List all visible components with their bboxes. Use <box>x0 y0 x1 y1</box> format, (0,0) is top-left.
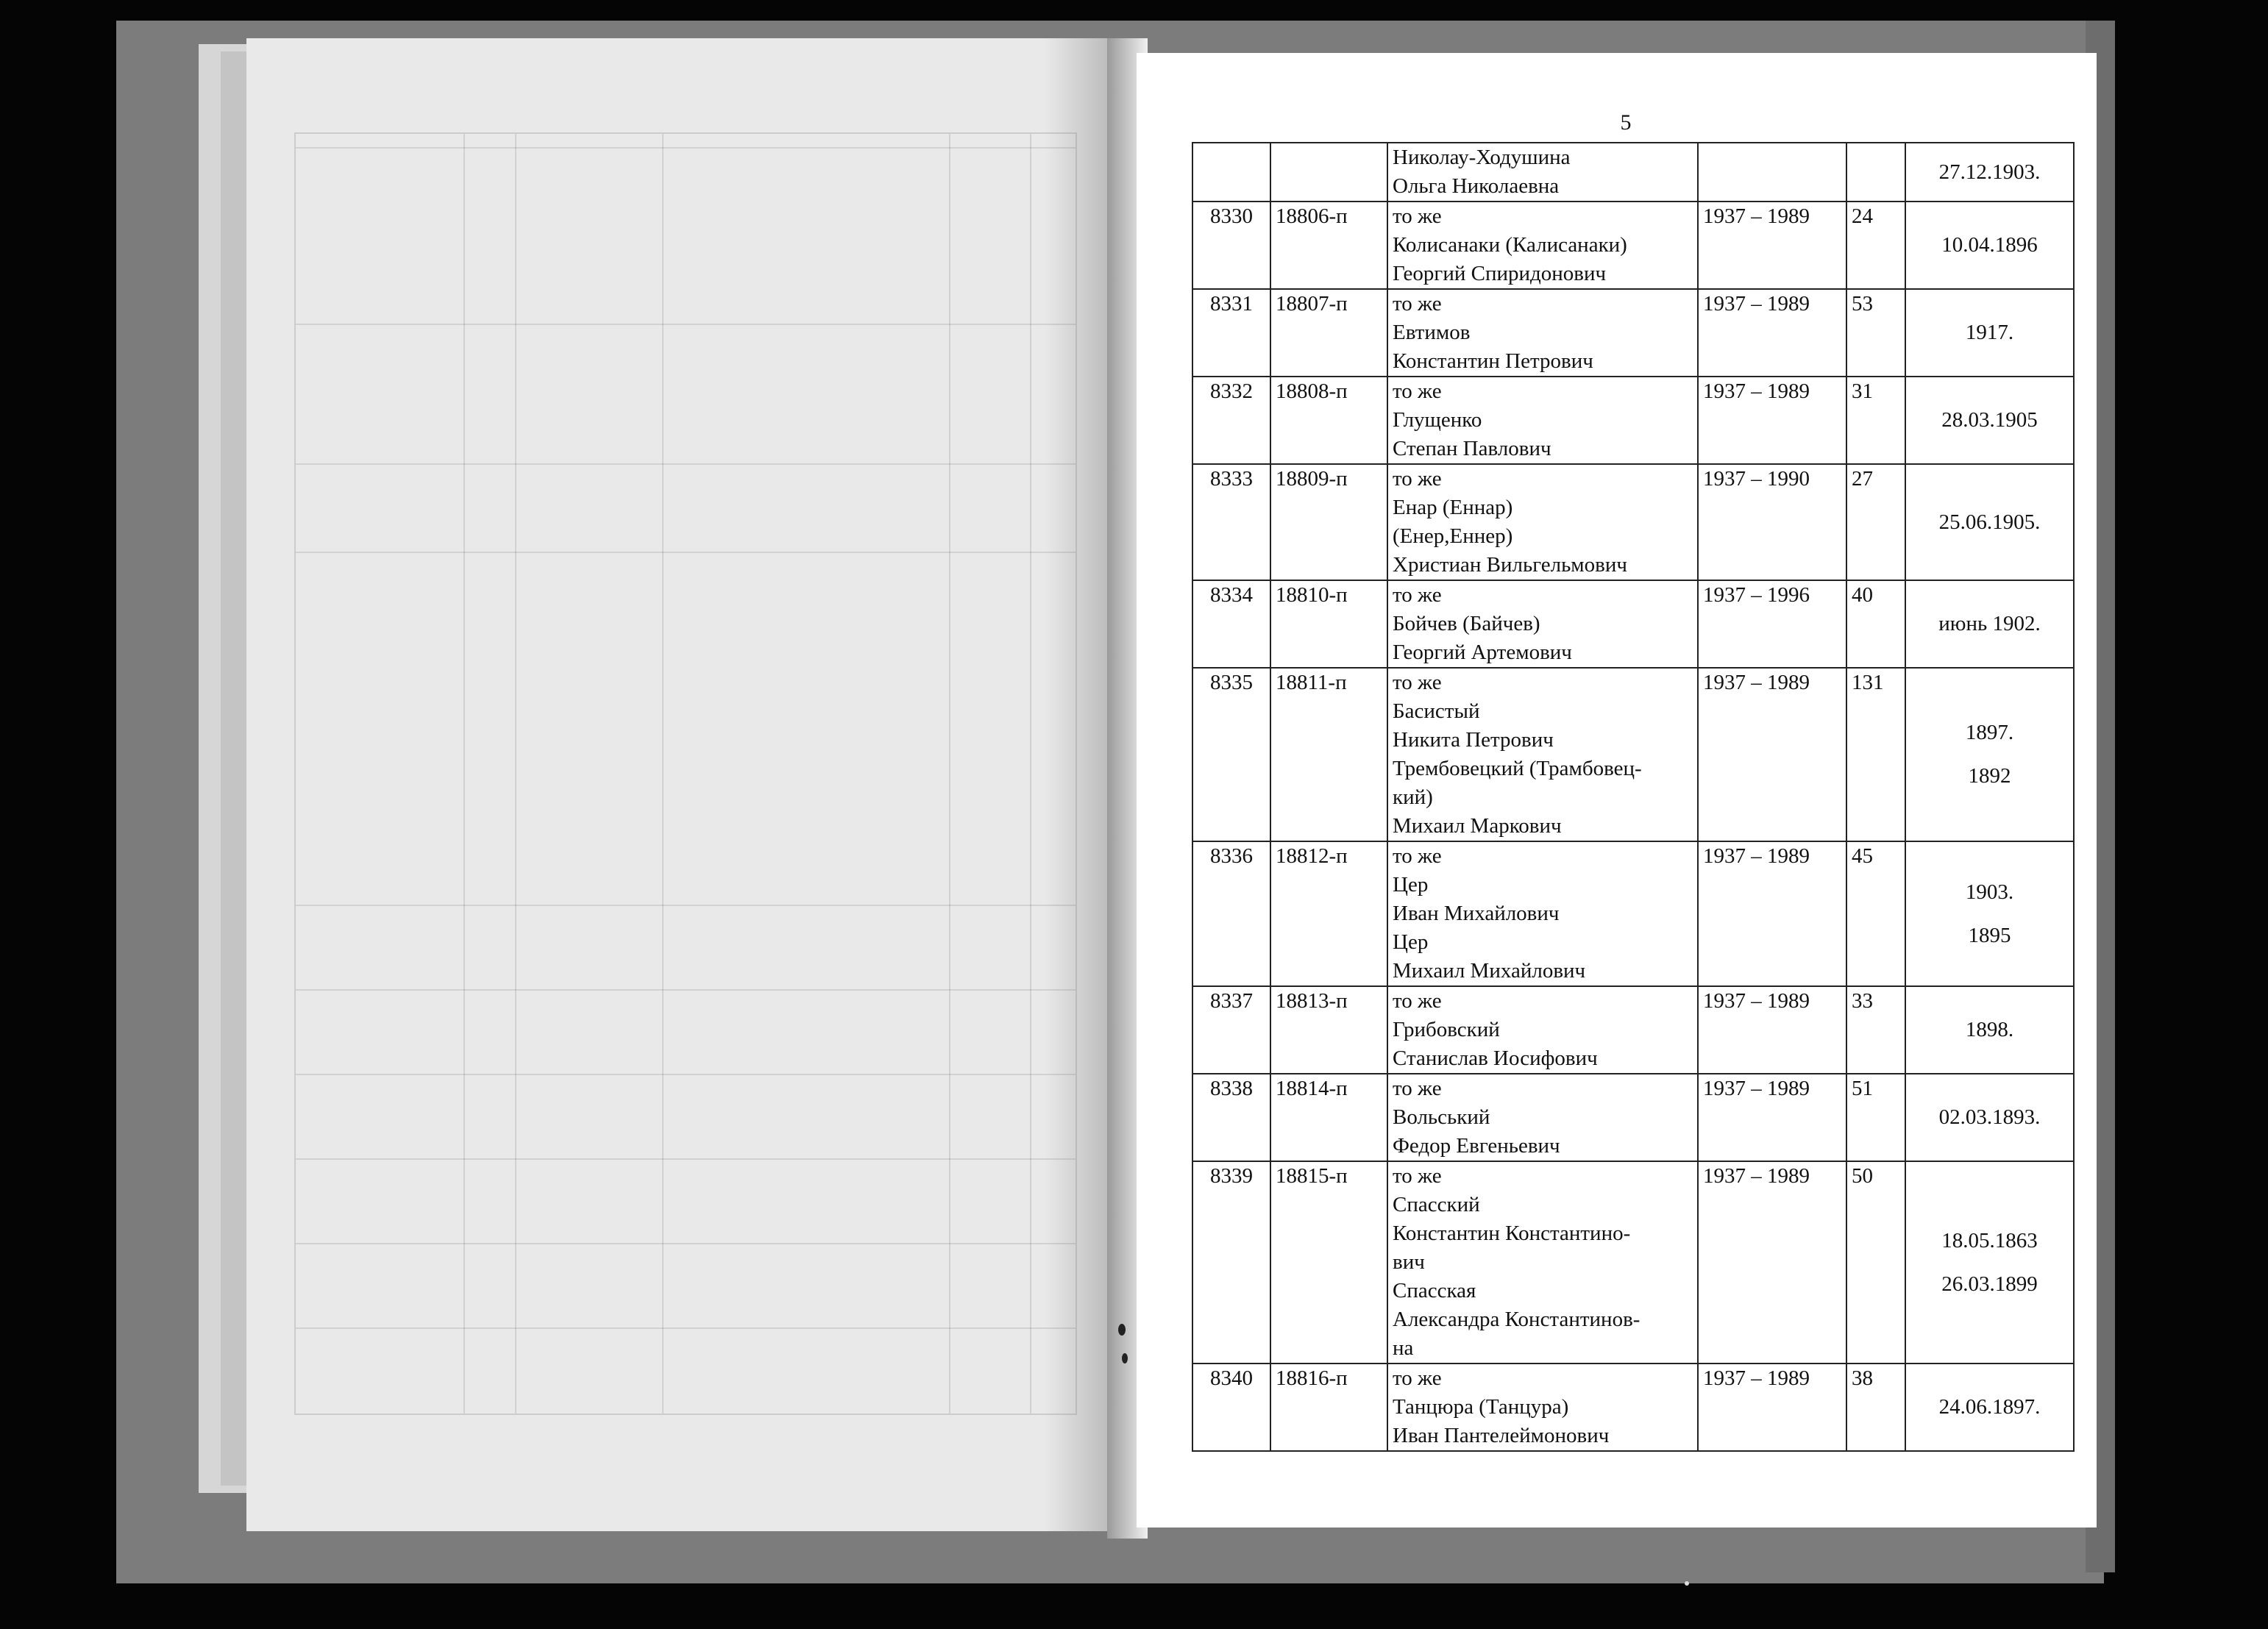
birth-date-cell <box>1905 986 2074 1074</box>
name-line: то же <box>1393 989 1442 1013</box>
birth-date-cell <box>1905 202 2074 289</box>
name-line: Федор Евгеньевич <box>1393 1134 1560 1158</box>
birth-date: 10.04.1896 <box>1941 233 2038 257</box>
name-line: Бойчев (Байчев) <box>1393 612 1540 635</box>
years-cell: 1937 – 1990 <box>1698 464 1846 580</box>
birth-date-cell <box>1905 289 2074 377</box>
record-number-cell: 8331 <box>1192 289 1270 377</box>
table-row <box>1192 464 2074 580</box>
bleed-through-table <box>294 132 1077 1415</box>
name-line: Трембовецкий (Трамбовец- <box>1393 757 1642 780</box>
name-cell <box>1387 580 1698 668</box>
archive-file-cell: 18814-п <box>1270 1074 1387 1161</box>
name-line: Грибовский <box>1393 1018 1500 1041</box>
name-line: (Енер,Еннер) <box>1393 524 1513 548</box>
record-number-cell <box>1192 143 1270 202</box>
name-cell <box>1387 1161 1698 1364</box>
years-cell: 1937 – 1989 <box>1698 202 1846 289</box>
archive-file-cell: 18811-п <box>1270 668 1387 841</box>
birth-date-cell <box>1905 464 2074 580</box>
page-stack-edge-inner <box>221 51 250 1486</box>
name-line: то же <box>1393 844 1442 868</box>
years-cell: 1937 – 1989 <box>1698 1364 1846 1451</box>
name-line: Ольга Николаевна <box>1393 174 1560 198</box>
name-line: кий) <box>1393 785 1433 809</box>
birth-date: 1897. <box>1965 721 2014 744</box>
record-number-cell: 8338 <box>1192 1074 1270 1161</box>
name-line: Глущенко <box>1393 408 1482 432</box>
table-row <box>1192 580 2074 668</box>
name-cell <box>1387 377 1698 464</box>
page-blemish <box>1118 1324 1126 1336</box>
record-number-cell: 8330 <box>1192 202 1270 289</box>
record-number-cell: 8332 <box>1192 377 1270 464</box>
birth-date-cell <box>1905 841 2074 986</box>
name-line: то же <box>1393 671 1442 694</box>
years-cell: 1937 – 1989 <box>1698 668 1846 841</box>
table-row <box>1192 1364 2074 1451</box>
name-line: Басистый <box>1393 699 1480 723</box>
archive-file-cell: 18806-п <box>1270 202 1387 289</box>
record-number-cell: 8337 <box>1192 986 1270 1074</box>
name-cell <box>1387 143 1698 202</box>
years-cell: 1937 – 1989 <box>1698 1161 1846 1364</box>
table-row <box>1192 202 2074 289</box>
years-cell: 1937 – 1989 <box>1698 377 1846 464</box>
sheet-count-cell: 27 <box>1846 464 1905 580</box>
name-line: Константин Петрович <box>1393 349 1593 373</box>
birth-date-cell <box>1905 143 2074 202</box>
name-line: Александра Константинов- <box>1393 1308 1640 1331</box>
name-cell <box>1387 1364 1698 1451</box>
birth-date-cell <box>1905 1161 2074 1364</box>
archive-file-cell: 18812-п <box>1270 841 1387 986</box>
name-line: вич <box>1393 1250 1425 1274</box>
birth-date: 1895 <box>1968 923 2011 947</box>
name-line: Михаил Михайлович <box>1393 959 1586 983</box>
name-line: Иван Михайлович <box>1393 902 1560 925</box>
birth-date-cell <box>1905 668 2074 841</box>
archive-file-cell: 18808-п <box>1270 377 1387 464</box>
register-table <box>1192 142 2075 1452</box>
archive-file-cell: 18807-п <box>1270 289 1387 377</box>
sheet-count-cell: 51 <box>1846 1074 1905 1161</box>
name-line: Вольський <box>1393 1105 1490 1129</box>
record-number-cell: 8335 <box>1192 668 1270 841</box>
table-row <box>1192 289 2074 377</box>
table-row <box>1192 377 2074 464</box>
years-cell <box>1698 143 1846 202</box>
birth-date: 25.06.1905. <box>1938 510 2041 534</box>
name-cell <box>1387 202 1698 289</box>
name-line: Енар (Еннар) <box>1393 496 1513 519</box>
record-number-cell: 8333 <box>1192 464 1270 580</box>
name-line: Иван Пантелеймонович <box>1393 1424 1610 1447</box>
name-line: Никита Петрович <box>1393 728 1554 752</box>
record-number-cell: 8336 <box>1192 841 1270 986</box>
archive-file-cell: 18809-п <box>1270 464 1387 580</box>
record-number-cell: 8334 <box>1192 580 1270 668</box>
sheet-count-cell: 24 <box>1846 202 1905 289</box>
name-line: Евтимов <box>1393 321 1471 344</box>
name-line: Христиан Вильгельмович <box>1393 553 1627 577</box>
birth-date: 18.05.1863 <box>1941 1228 2038 1252</box>
birth-date: 28.03.1905 <box>1941 408 2038 432</box>
archive-file-cell: 18816-п <box>1270 1364 1387 1451</box>
name-line: Спасская <box>1393 1279 1476 1302</box>
sheet-count-cell: 38 <box>1846 1364 1905 1451</box>
birth-date-cell <box>1905 1364 2074 1451</box>
years-cell: 1937 – 1989 <box>1698 1074 1846 1161</box>
name-line: то же <box>1393 467 1442 491</box>
name-cell <box>1387 841 1698 986</box>
name-line: Спасский <box>1393 1193 1480 1216</box>
name-line: то же <box>1393 1366 1442 1390</box>
years-cell: 1937 – 1989 <box>1698 986 1846 1074</box>
name-line: Цер <box>1393 873 1429 897</box>
name-line: Танцюра (Танцура) <box>1393 1395 1569 1419</box>
name-line: на <box>1393 1336 1414 1360</box>
table-row <box>1192 143 2074 202</box>
birth-date-cell <box>1905 1074 2074 1161</box>
sheet-count-cell: 50 <box>1846 1161 1905 1364</box>
birth-date: 1917. <box>1965 321 2014 344</box>
table-row <box>1192 1161 2074 1364</box>
table-row <box>1192 1074 2074 1161</box>
name-line: Степан Павлович <box>1393 437 1551 460</box>
name-cell <box>1387 464 1698 580</box>
archive-file-cell: 18815-п <box>1270 1161 1387 1364</box>
name-line: Георгий Артемович <box>1393 641 1572 664</box>
name-cell <box>1387 1074 1698 1161</box>
birth-date: 1898. <box>1965 1018 2014 1041</box>
table-row <box>1192 841 2074 986</box>
sheet-count-cell <box>1846 143 1905 202</box>
sheet-count-cell: 33 <box>1846 986 1905 1074</box>
name-cell <box>1387 289 1698 377</box>
page-blemish <box>1122 1353 1128 1364</box>
birth-date: 1903. <box>1965 880 2014 904</box>
page-number: 5 <box>1620 110 1632 135</box>
name-line: Михаил Маркович <box>1393 814 1562 838</box>
birth-date-cell <box>1905 377 2074 464</box>
name-line: Колисанаки (Калисанаки) <box>1393 233 1627 257</box>
birth-date: 02.03.1893. <box>1938 1105 2041 1129</box>
record-number-cell: 8340 <box>1192 1364 1270 1451</box>
sheet-count-cell: 131 <box>1846 668 1905 841</box>
years-cell: 1937 – 1989 <box>1698 289 1846 377</box>
name-line: Цер <box>1393 930 1429 954</box>
name-line: Станислав Иосифович <box>1393 1047 1598 1070</box>
name-line: то же <box>1393 1164 1442 1188</box>
table-row <box>1192 986 2074 1074</box>
archive-file-cell: 18813-п <box>1270 986 1387 1074</box>
name-line: Георгий Спиридонович <box>1393 262 1607 285</box>
name-line: то же <box>1393 204 1442 228</box>
archive-file-cell <box>1270 143 1387 202</box>
name-line: Константин Константино- <box>1393 1222 1631 1245</box>
sheet-count-cell: 31 <box>1846 377 1905 464</box>
name-line: то же <box>1393 292 1442 316</box>
dust-speck <box>1685 1581 1689 1586</box>
years-cell: 1937 – 1996 <box>1698 580 1846 668</box>
record-number-cell: 8339 <box>1192 1161 1270 1364</box>
birth-date: 26.03.1899 <box>1941 1272 2038 1296</box>
table-row <box>1192 668 2074 841</box>
name-cell <box>1387 986 1698 1074</box>
name-line: Николау-Ходушина <box>1393 146 1571 169</box>
birth-date: 1892 <box>1968 764 2011 788</box>
name-cell <box>1387 668 1698 841</box>
birth-date: 24.06.1897. <box>1938 1395 2041 1419</box>
sheet-count-cell: 40 <box>1846 580 1905 668</box>
years-cell: 1937 – 1989 <box>1698 841 1846 986</box>
birth-date: 27.12.1903. <box>1938 160 2041 184</box>
archive-file-cell: 18810-п <box>1270 580 1387 668</box>
birth-date: июнь 1902. <box>1938 612 2041 635</box>
name-line: то же <box>1393 379 1442 403</box>
name-line: то же <box>1393 583 1442 607</box>
birth-date-cell <box>1905 580 2074 668</box>
name-line: то же <box>1393 1077 1442 1100</box>
sheet-count-cell: 53 <box>1846 289 1905 377</box>
sheet-count-cell: 45 <box>1846 841 1905 986</box>
